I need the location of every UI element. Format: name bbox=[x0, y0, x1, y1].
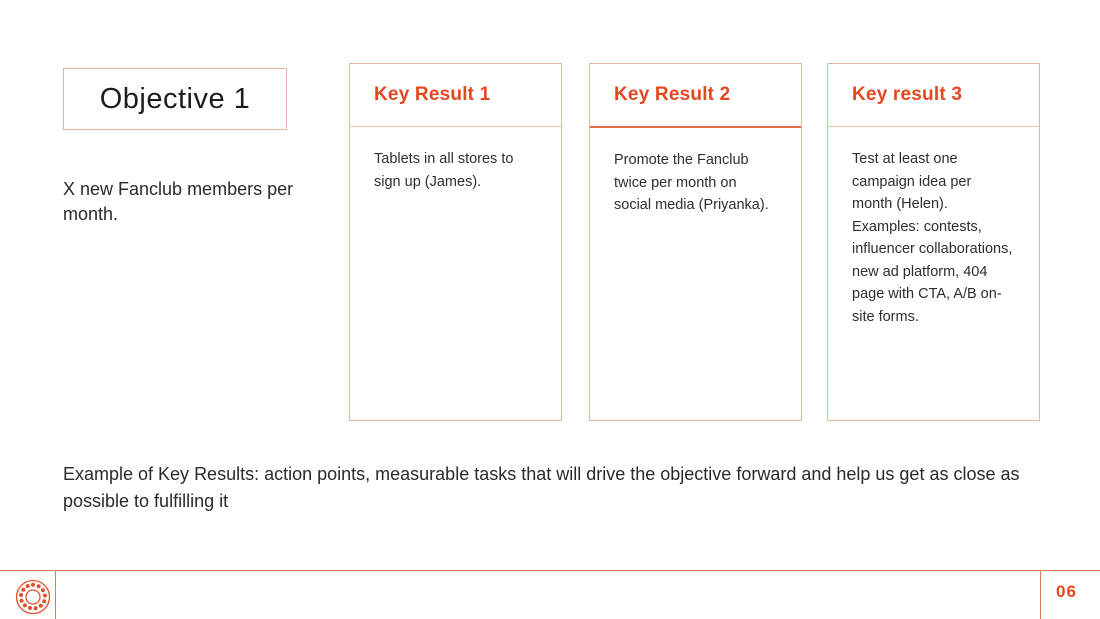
key-result-1-body: Tablets in all stores to sign up (James). bbox=[374, 151, 514, 190]
key-result-card-2 bbox=[589, 63, 802, 421]
key-result-3-title: Key result 3 bbox=[852, 84, 963, 105]
footer-divider bbox=[0, 570, 1100, 571]
key-result-3-body: Test at least one campaign idea per month (Helen). Examples: contests, influencer collaborations, new ad platform, 404 page with CTA, A/B on-site forms. bbox=[852, 151, 1013, 325]
objective-description: X new Fanclub members per month. bbox=[63, 179, 294, 224]
key-result-card-1 bbox=[349, 63, 562, 421]
circular-badge-icon bbox=[14, 578, 52, 616]
key-result-2-title: Key Result 2 bbox=[614, 84, 731, 105]
key-result-1-title: Key Result 1 bbox=[374, 84, 491, 105]
key-results-note: Example of Key Results: action points, measurable tasks that will drive the objective forward and help us get as close as possible to fulfilling it bbox=[63, 464, 1020, 511]
page-number: 06 bbox=[1056, 582, 1077, 601]
key-result-card-3 bbox=[827, 63, 1040, 421]
key-result-card-3-header bbox=[828, 64, 1039, 127]
objective-title: Objective 1 bbox=[99, 82, 251, 115]
key-result-card-1-header bbox=[350, 64, 561, 127]
footer-right-divider bbox=[1040, 571, 1041, 619]
key-result-2-body: Promote the Fanclub twice per month on social media (Priyanka). bbox=[614, 152, 769, 213]
objective-box bbox=[63, 68, 287, 130]
key-result-card-2-header bbox=[590, 64, 801, 128]
footer-left-divider bbox=[55, 571, 56, 619]
